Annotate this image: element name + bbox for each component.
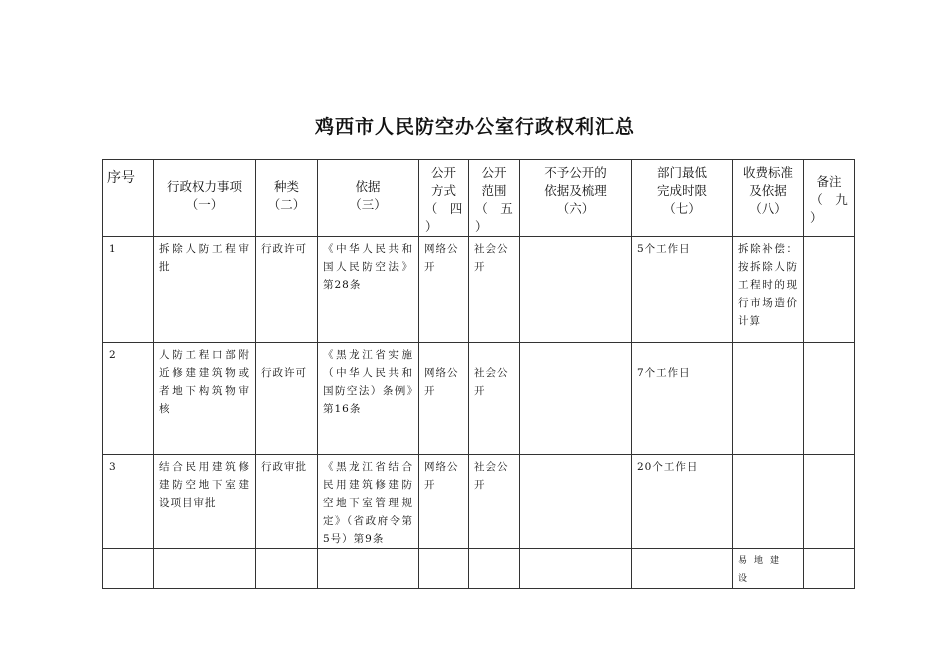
- row-nondisclosure: [520, 455, 632, 549]
- row-type: 行政许可: [256, 343, 318, 455]
- row-scope: 社会公开: [469, 455, 520, 549]
- header-seq: 序号: [103, 160, 154, 237]
- row-scope: [469, 549, 520, 589]
- row-method: 网络公开: [419, 237, 469, 343]
- row-scope: 社会公开: [469, 237, 520, 343]
- row-note: [804, 549, 855, 589]
- row-method: 网络公开: [419, 343, 469, 455]
- row-fee: 拆除补偿：按拆除人防工程时的现行市场造价计算: [733, 237, 804, 343]
- row-basis: [318, 549, 419, 589]
- row-item: 结合民用建筑修建防空地下室建设项目审批: [154, 455, 256, 549]
- row-type: [256, 549, 318, 589]
- row-deadline: 7个工作日: [632, 343, 733, 455]
- row-item: [154, 549, 256, 589]
- row-deadline: [632, 549, 733, 589]
- header-item: 行政权力事项 （一）: [154, 160, 256, 237]
- row-nondisclosure: [520, 343, 632, 455]
- header-method: 公开 方式 （ 四 ）: [419, 160, 469, 237]
- row-seq: 2: [103, 343, 154, 455]
- row-note: [804, 237, 855, 343]
- row-basis: 《黑龙江省实施（中华人民共和国防空法）条例》第16条: [318, 343, 419, 455]
- header-scope: 公开 范围 （ 五 ）: [469, 160, 520, 237]
- row-type: 行政许可: [256, 237, 318, 343]
- row-basis: 《中华人民共和国人民防空法》第28条: [318, 237, 419, 343]
- table-row: [103, 549, 855, 589]
- row-fee: [733, 343, 804, 455]
- row-seq: [103, 549, 154, 589]
- row-item: 拆除人防工程审批: [154, 237, 256, 343]
- table-row: [103, 237, 855, 343]
- header-type: 种类 （二）: [256, 160, 318, 237]
- row-type: 行政审批: [256, 455, 318, 549]
- row-item: 人防工程口部附近修建建筑物或者地下构筑物审核: [154, 343, 256, 455]
- header-fee: 收费标准 及依据 （八）: [733, 160, 804, 237]
- header-row: [103, 160, 855, 237]
- row-method: 网络公开: [419, 455, 469, 549]
- row-deadline: 20个工作日: [632, 455, 733, 549]
- document-title: 鸡西市人民防空办公室行政权利汇总: [314, 116, 635, 138]
- row-deadline: 5个工作日: [632, 237, 733, 343]
- header-note: 备注 （ 九 ）: [804, 160, 855, 237]
- row-nondisclosure: [520, 549, 632, 589]
- row-method: [419, 549, 469, 589]
- table-row: [103, 455, 855, 549]
- row-nondisclosure: [520, 237, 632, 343]
- row-seq: 1: [103, 237, 154, 343]
- row-note: [804, 343, 855, 455]
- row-fee: [733, 455, 804, 549]
- row-note: [804, 455, 855, 549]
- row-scope: 社会公开: [469, 343, 520, 455]
- row-basis: 《黑龙江省结合民用建筑修建防空地下室管理规定》（省政府令第5号）第9条: [318, 455, 419, 549]
- header-deadline: 部门最低 完成时限 （七）: [632, 160, 733, 237]
- admin-power-table: [102, 159, 855, 589]
- header-basis: 依据 （三）: [318, 160, 419, 237]
- row-fee: 易地建设: [733, 549, 804, 589]
- row-seq: 3: [103, 455, 154, 549]
- header-nondisclosure: 不予公开的 依据及梳理 （六）: [520, 160, 632, 237]
- table-row: [103, 343, 855, 455]
